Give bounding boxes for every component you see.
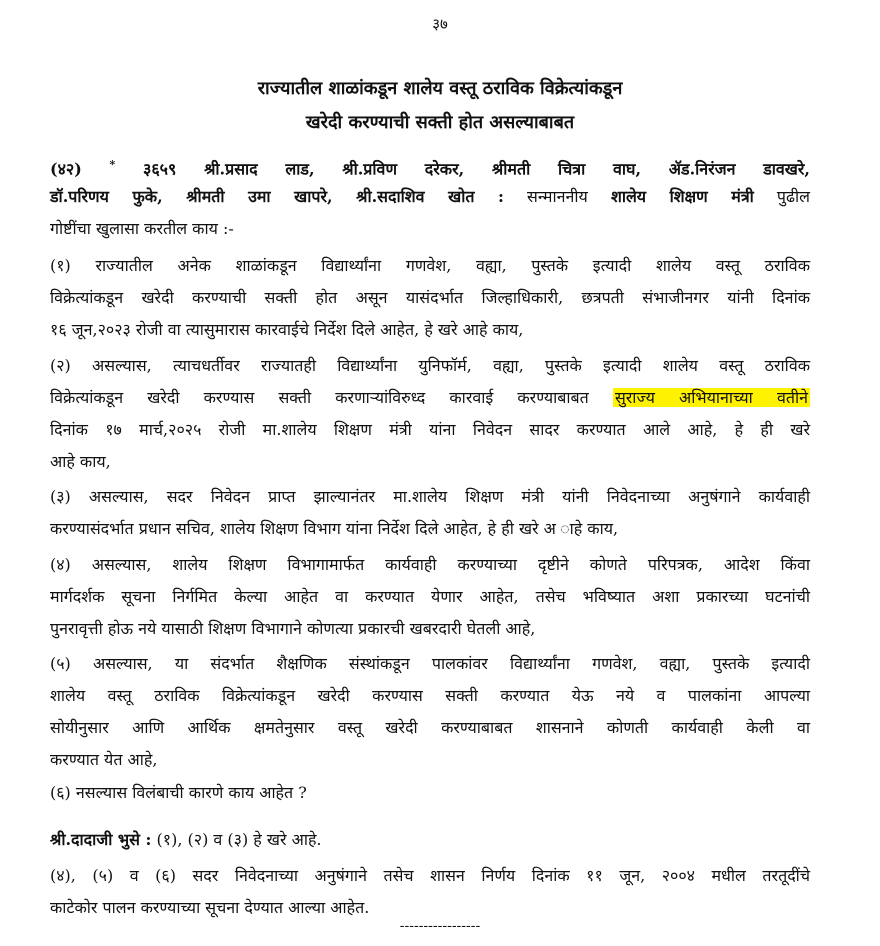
answer-line-1: [50, 830, 810, 850]
question-line: (१) राज्यातील अनेक शाळांकडून विद्यार्थ्यांना गणवेश, वह्या, पुस्तके इत्यादी शालेय वस्तू ठराविक: [50, 256, 810, 275]
page-number: ३७: [432, 15, 448, 33]
question-members-2: डॉ.परिणय फुके, श्रीमती उमा खापरे, श्री.सदाशिव खोत :: [50, 187, 504, 206]
answer-minister: श्री.दादाजी भुसे :: [50, 830, 152, 849]
title-line-1: राज्यातील शाळांकडून शालेय वस्तू ठराविक विक्रेत्यांकडून: [257, 78, 623, 99]
end-divider: -----------------: [399, 918, 481, 934]
minister-title: शालेय शिक्षण मंत्री: [610, 187, 754, 206]
addressed-prefix: सन्माननीय: [527, 187, 588, 206]
question-header-line-2: [50, 187, 810, 207]
starred-mark: *: [109, 158, 116, 171]
addressed-suffix: पुढील: [776, 187, 811, 206]
question-line: शालेय वस्तू ठराविक विक्रेत्यांकडून खरेदी करण्यास सक्ती करण्यात येऊ नये व पालकांना आपल्या: [50, 686, 810, 705]
answer-text: (१), (२) व (३) हे खरे आहे.: [156, 830, 322, 849]
question-line: (५) असल्यास, या संदर्भात शैक्षणिक संस्थांकडून पालकांवर विद्यार्थ्यांना गणवेश, वह्या, पुस्तके इत्यादी: [50, 654, 810, 673]
question-line-text: विक्रेत्यांकडून खरेदी करण्यास सक्ती करणाऱ्यांविरुध्द कारवाई करण्याबाबत: [50, 388, 589, 407]
question-line: (६) नसल्यास विलंबाची कारणे काय आहेत ?: [50, 783, 307, 802]
question-line: (२) असल्यास, त्याचधर्तीवर राज्यातही विद्यार्थ्यांना युनिफॉर्म, वह्या, पुस्तके इत्यादी शालेय वस्तू ठराविक: [50, 356, 810, 375]
question-line: पुनरावृत्ती होऊ नये यासाठी शिक्षण विभागाने कोणत्या प्रकारची खबरदारी घेतली आहे,: [50, 619, 536, 638]
question-number: (४२): [50, 159, 82, 179]
question-line-with-highlight: [50, 388, 810, 408]
question-intro: गोष्टींचा खुलासा करतील काय :-: [50, 219, 234, 238]
answer-line-2: (४), (५) व (६) सदर निवेदनाच्या अनुषंगाने तसेच शासन निर्णय दिनांक ११ जून, २००४ मधील तरतूदींचे: [50, 866, 810, 885]
question-members-1: ३६५९ श्री.प्रसाद लाड, श्री.प्रविण दरेकर, श्रीमती चित्रा वाघ, ॲड.निरंजन डावखरे,: [143, 159, 811, 179]
question-line: मार्गदर्शक सूचना निर्गमित केल्या आहेत वा करण्यात येणार आहेत, तसेच भविष्यात अशा प्रकारच्या घटनांची: [50, 587, 810, 606]
question-line: सोयीनुसार आणि आर्थिक क्षमतेनुसार वस्तू खरेदी करण्याबाबत शासनाने कोणती कार्यवाही केली वा: [50, 718, 810, 737]
question-line: (४) असल्यास, शालेय शिक्षण विभागामार्फत कार्यवाही करण्याच्या दृष्टीने कोणते परिपत्रक, आदेश किंवा: [50, 555, 810, 574]
title-line-2: खरेदी करण्याची सक्ती होत असल्याबाबत: [305, 112, 575, 133]
answer-line-3: काटेकोर पालन करण्याच्या सूचना देण्यात आल्या आहेत.: [50, 898, 370, 917]
question-line: करण्यात येत आहे,: [50, 750, 158, 769]
question-line: आहे काय,: [50, 452, 111, 471]
question-header-line-1: [50, 155, 810, 179]
question-line: १६ जून,२०२३ रोजी वा त्यासुमारास कारवाईचे निर्देश दिले आहेत, हे खरे आहे काय,: [50, 320, 524, 339]
question-line: विक्रेत्यांकडून खरेदी करण्याची सक्ती होत असून यासंदर्भात जिल्हाधिकारी, छत्रपती संभाजीनगर यांनी दिनांक: [50, 288, 810, 307]
question-line: (३) असल्यास, सदर निवेदन प्राप्त झाल्यानंतर मा.शालेय शिक्षण मंत्री यांनी निवेदनाच्या अनुषंगाने कार्यवाही: [50, 487, 810, 506]
highlighted-text: सुराज्य अभियानाच्या वतीने: [614, 388, 808, 407]
question-line: दिनांक १७ मार्च,२०२५ रोजी मा.शालेय शिक्षण मंत्री यांना निवेदन सादर करण्यात आले आहे, हे ही खरे: [50, 420, 810, 439]
question-line: करण्यासंदर्भात प्रधान सचिव, शालेय शिक्षण विभाग यांना निर्देश दिले आहेत, हे ही खरे अ ाहे काय,: [50, 519, 619, 538]
